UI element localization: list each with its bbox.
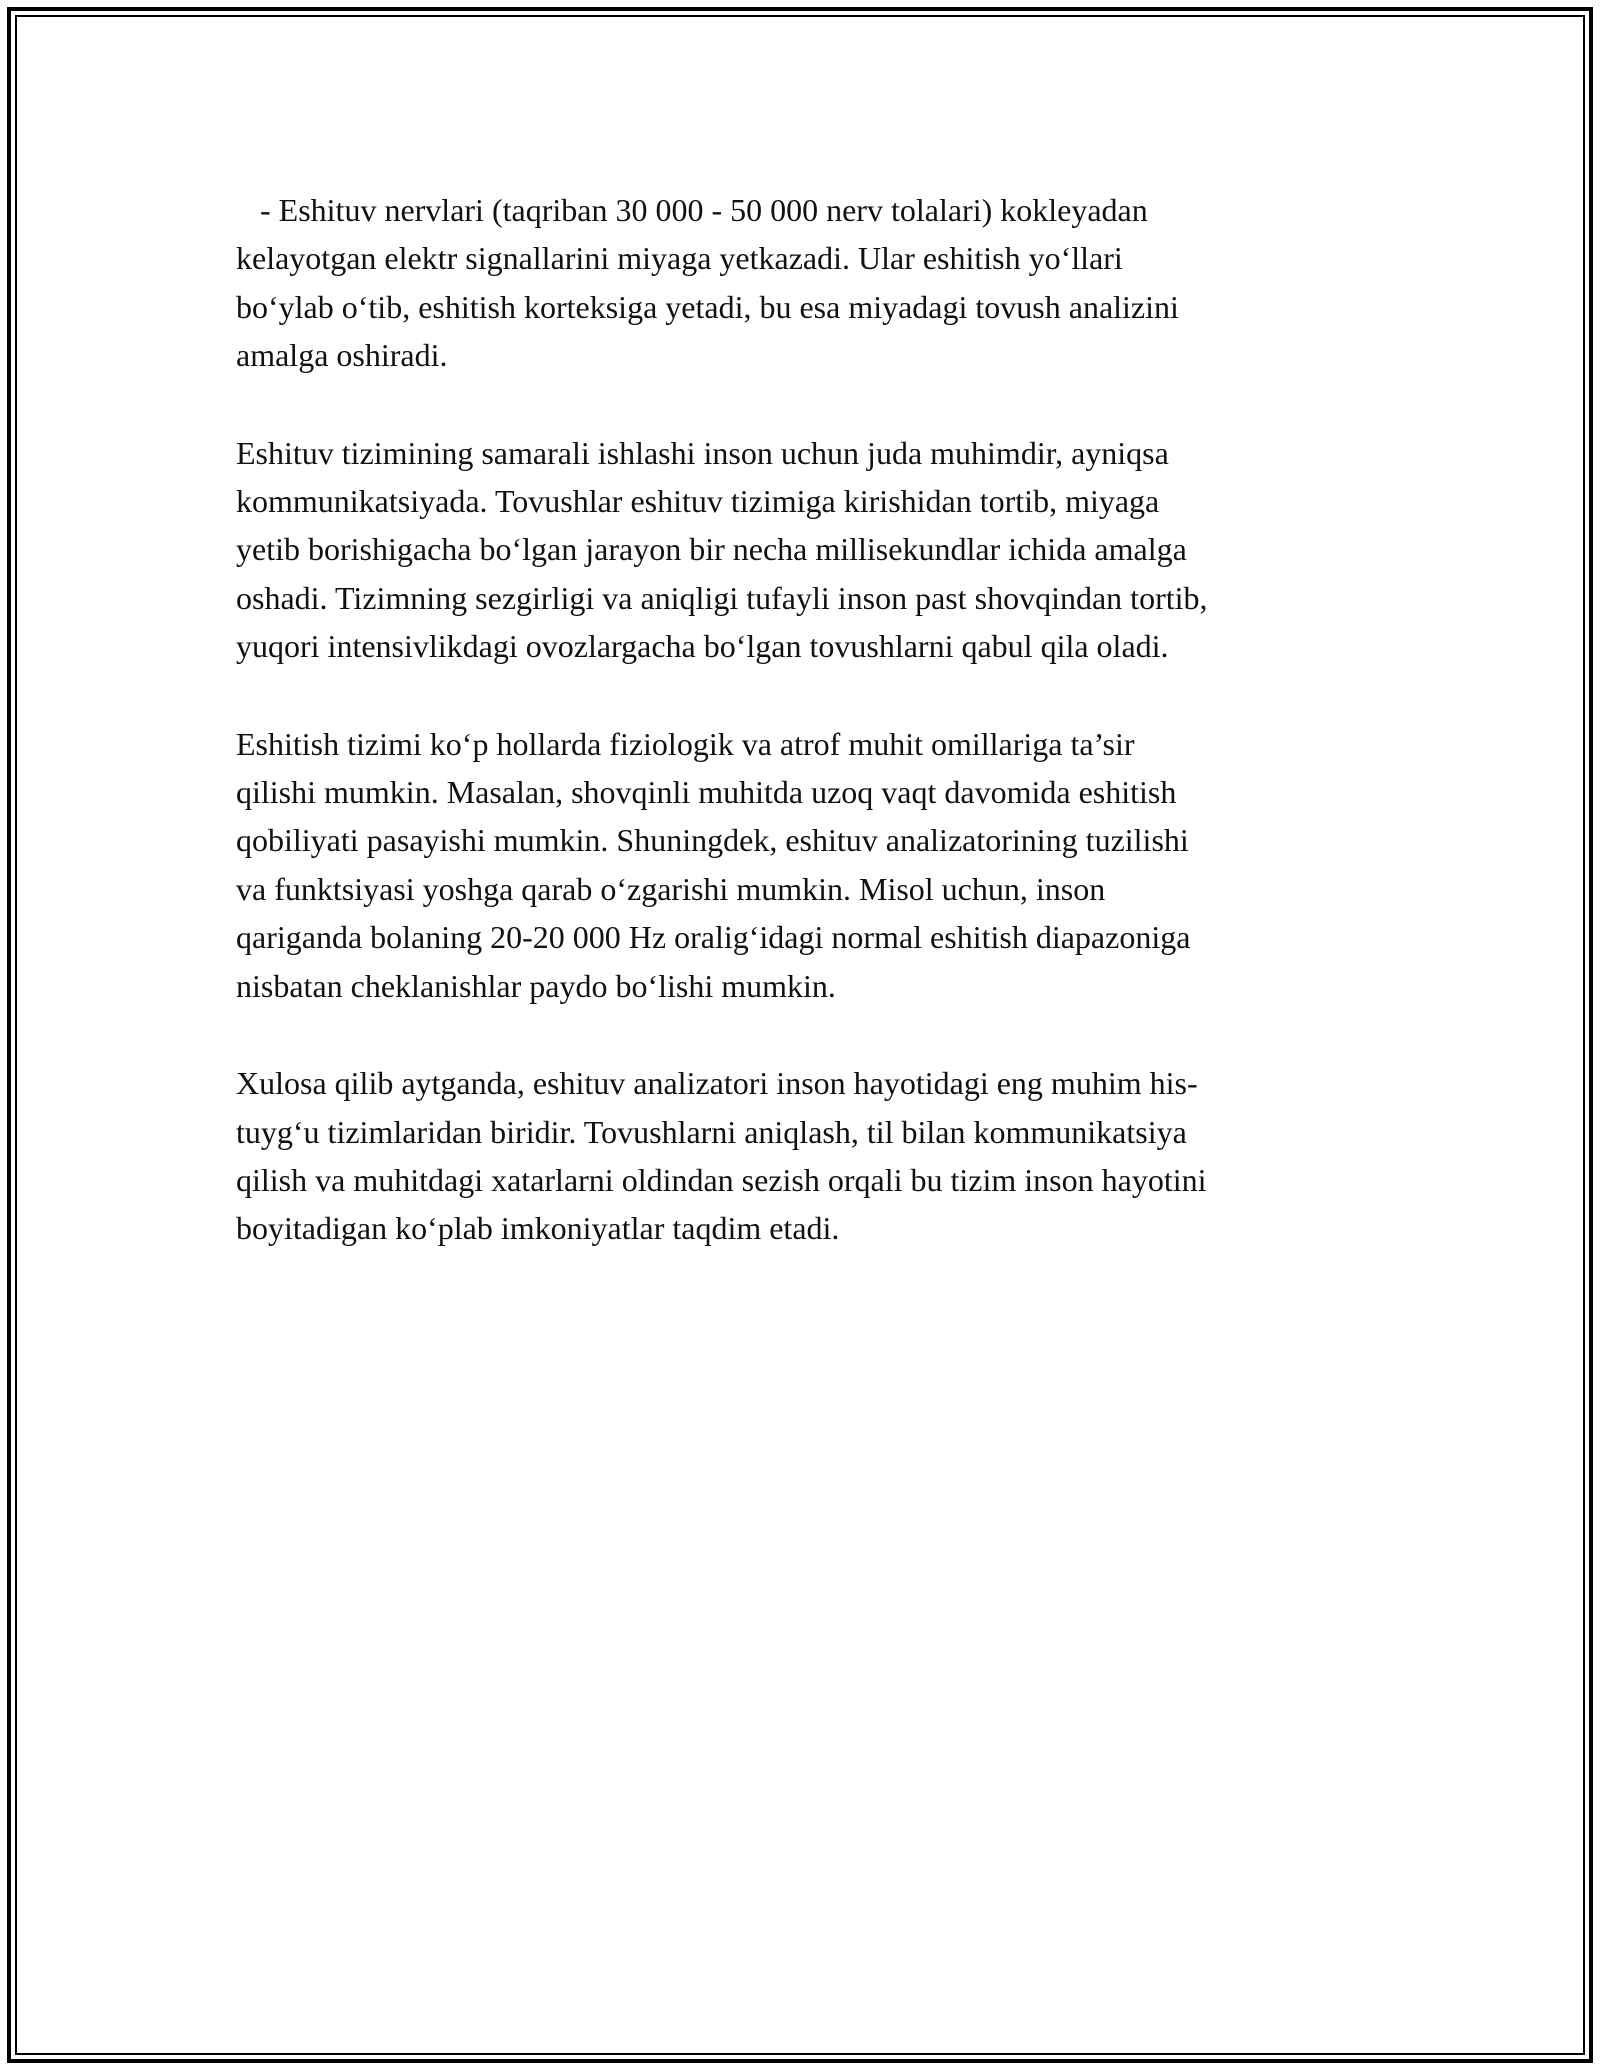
text-line: - Eshituv nervlari (taqriban 30 000 - 50 000 nerv tolalari) kokleyadan <box>236 192 1148 228</box>
text-line: kelayotgan elektr signallarini miyaga yetkazadi. Ular eshitish yo‘llari <box>236 240 1123 277</box>
paragraph-auditory-nerves <box>236 186 1356 380</box>
paragraph-conclusion <box>236 1059 1356 1253</box>
text-line: Eshituv tizimining samarali ishlashi inson uchun juda muhimdir, ayniqsa <box>236 434 1169 471</box>
text-line: qilish va muhitdagi xatarlarni oldindan sezish orqali bu tizim inson hayotini <box>236 1161 1207 1198</box>
text-line: amalga oshiradi. <box>236 337 448 374</box>
text-line: qariganda bolaning 20-20 000 Hz oralig‘idagi normal eshitish diapazoniga <box>236 919 1191 956</box>
text-line: va funktsiyasi yoshga qarab o‘zgarishi mumkin. Misol uchun, inson <box>236 870 1106 907</box>
text-line: yuqori intensivlikdagi ovozlargacha bo‘lgan tovushlarni qabul qila oladi. <box>236 628 1169 665</box>
document-body <box>236 186 1356 1302</box>
text-line: qilishi mumkin. Masalan, shovqinli muhitda uzoq vaqt davomida eshitish <box>236 774 1177 811</box>
text-line: qobiliyati pasayishi mumkin. Shuningdek, eshituv analizatorining tuzilishi <box>236 822 1189 859</box>
text-line: Eshitish tizimi ko‘p hollarda fiziologik va atrof muhit omillariga ta’sir <box>236 725 1135 762</box>
text-line: tuyg‘u tizimlaridan biridir. Tovushlarni aniqlash, til bilan kommunikatsiya <box>236 1113 1187 1150</box>
text-line: boyitadigan ko‘plab imkoniyatlar taqdim etadi. <box>236 1210 840 1247</box>
text-line: kommunikatsiyada. Tovushlar eshituv tizimiga kirishidan tortib, miyaga <box>236 483 1160 520</box>
text-line: oshadi. Tizimning sezgirligi va aniqligi tufayli inson past shovqindan tortib, <box>236 579 1208 616</box>
paragraph-factors <box>236 720 1356 1010</box>
text-line: bo‘ylab o‘tib, eshitish korteksiga yetadi, bu esa miyadagi tovush analizini <box>236 288 1179 325</box>
text-line: nisbatan cheklanishlar paydo bo‘lishi mumkin. <box>236 967 836 1004</box>
text-line: Xulosa qilib aytganda, eshituv analizatori inson hayotidagi eng muhim his- <box>236 1065 1198 1102</box>
paragraph-system-importance <box>236 429 1356 671</box>
text-line: yetib borishigacha bo‘lgan jarayon bir necha millisekundlar ichida amalga <box>236 531 1187 568</box>
